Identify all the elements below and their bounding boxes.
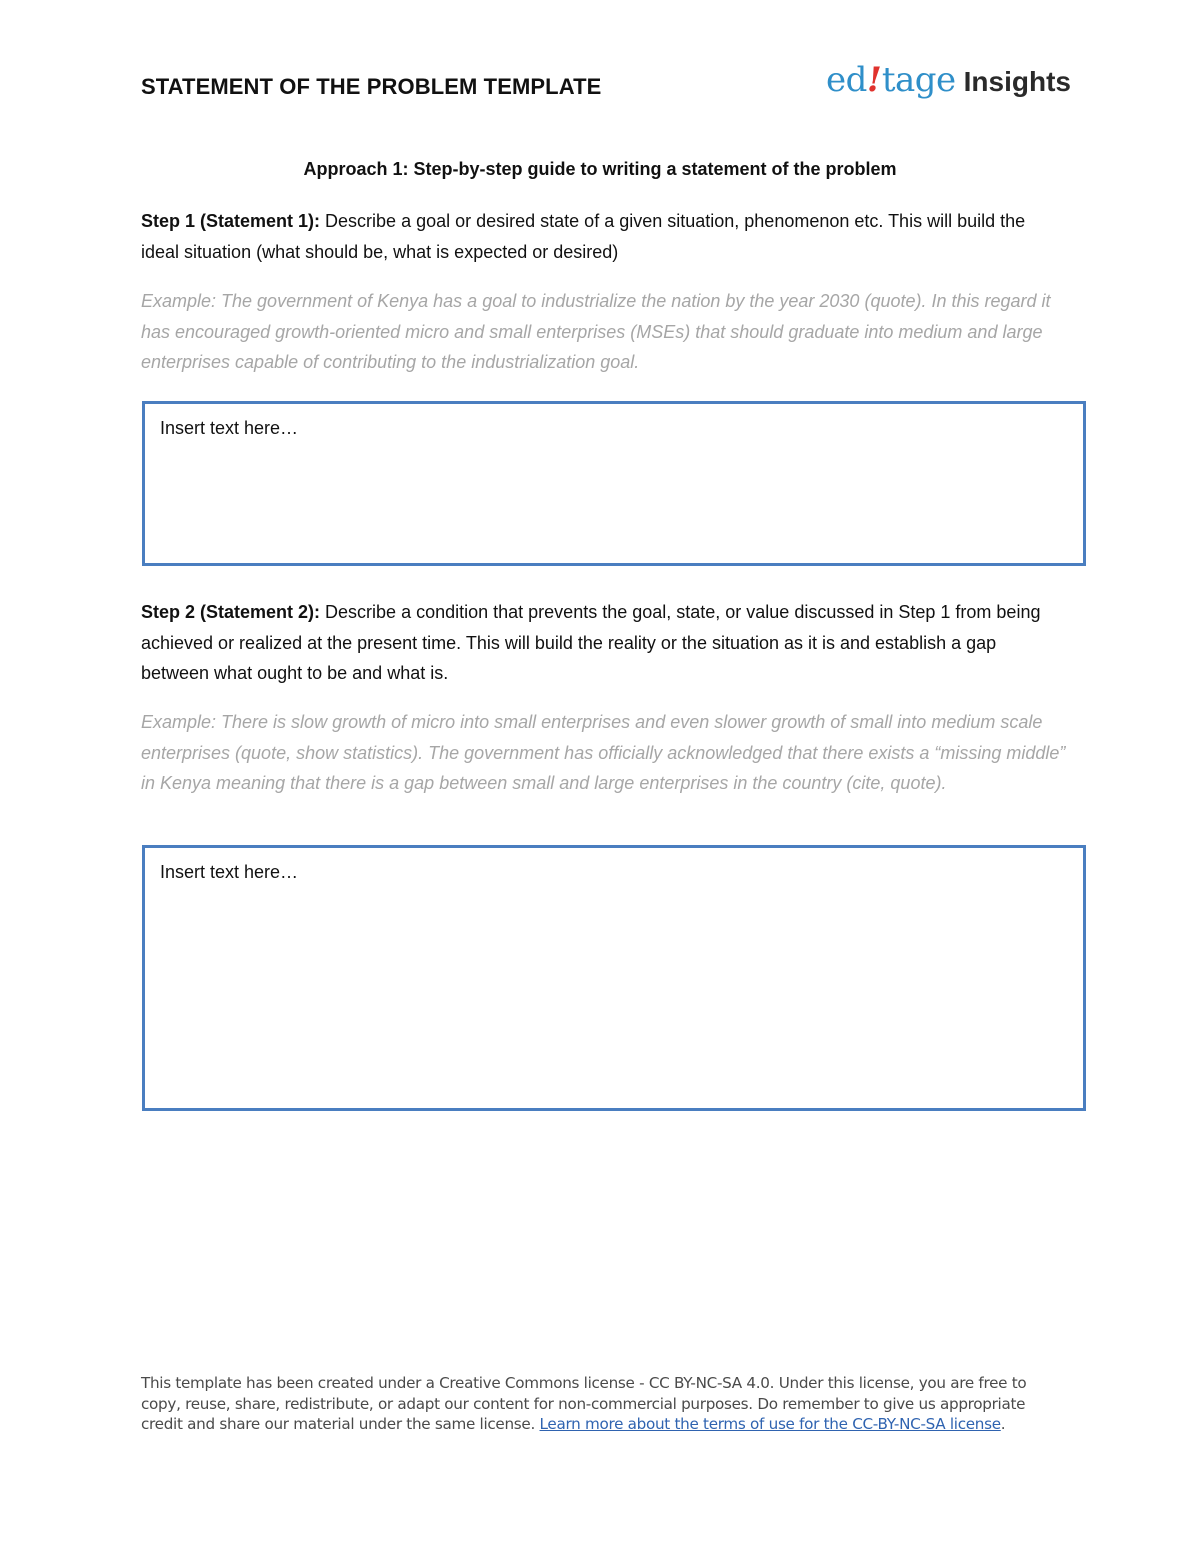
approach-heading: Approach 1: Step-by-step guide to writing a statement of the problem (303, 159, 897, 179)
step-2-example: Example: There is slow growth of micro into small enterprises and even slower growth of small into medium scale enterprises (quote, show statistics). The government has officially acknowledged that there exists a “missing middle” in Kenya meaning that there is a gap between small and large enterprises in the country (cite, quote). (141, 712, 1066, 793)
step-2-text-box[interactable] (142, 845, 1086, 1111)
step-1-label: Step 1 (Statement 1): (141, 211, 321, 231)
step-2-instruction (141, 597, 1061, 689)
logo-text-insights: Insights (963, 66, 1071, 97)
license-text: This template has been created under a Creative Commons license - CC BY-NC-SA 4.0. Under this license, you are free to copy, reuse, share, redistribute, or adapt our content for non-commercial purposes. Do remember to give us appropriate credit and share our material under the same license. (141, 1374, 1027, 1434)
step-2-description: Describe a condition that prevents the goal, state, or value discussed in Step 1 from being achieved or realized at the present time. This will build the reality or the situation as it is and establish a gap between what ought to be and what is. (141, 602, 1041, 683)
logo-text-tage: tage (881, 60, 956, 100)
step-1-example: Example: The government of Kenya has a goal to industrialize the nation by the year 2030 (quote). In this regard it has encouraged growth-oriented micro and small enterprises (MSEs) that should graduate into medium and large enterprises capable of contributing to the industrialization goal. (141, 291, 1051, 372)
step-2-text-box-placeholder: Insert text here… (160, 862, 299, 882)
step-1-instruction (141, 206, 1061, 267)
license-terms-link[interactable]: Learn more about the terms of use for the CC-BY-NC-SA license (539, 1415, 1001, 1434)
editage-insights-logo (826, 60, 1071, 106)
step-2-label: Step 2 (Statement 2): (141, 602, 321, 622)
logo-exclamation-mark: ! (866, 60, 882, 100)
step-1-description: Describe a goal or desired state of a given situation, phenomenon etc. This will build the ideal situation (what should be, what is expected or desired) (141, 211, 1026, 262)
logo-text-ed: ed (826, 60, 867, 100)
document-title: STATEMENT OF THE PROBLEM TEMPLATE (141, 74, 602, 99)
step-1-text-box-placeholder: Insert text here… (160, 418, 299, 438)
step-1-text-box[interactable] (142, 401, 1086, 566)
license-footer (141, 1373, 1056, 1435)
license-end: . (1000, 1415, 1006, 1434)
